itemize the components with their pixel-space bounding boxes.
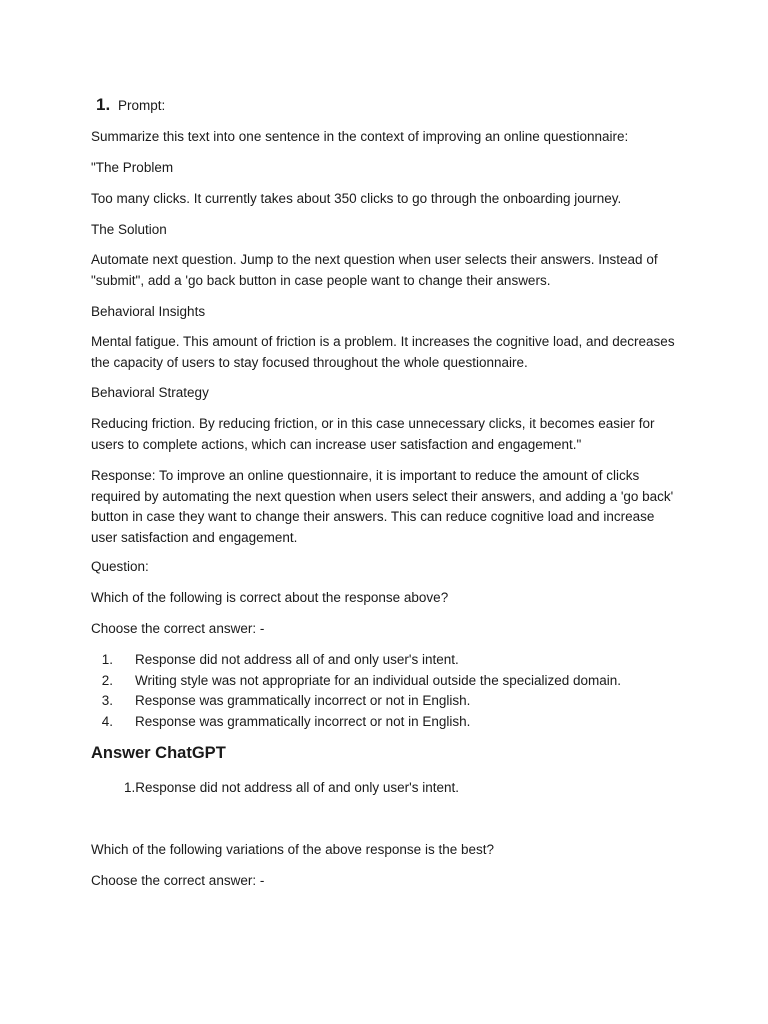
heading-label: Prompt: [118, 98, 166, 113]
solution-title: The Solution [91, 222, 167, 237]
option-text: Response was grammatically incorrect or not in English. [135, 713, 471, 729]
option-text: Response did not address all of and only user's intent. [135, 652, 459, 667]
question-label: Question: [91, 559, 149, 574]
answer-options-list [91, 650, 691, 732]
option-number: 4. [101, 713, 113, 729]
list-item [91, 691, 691, 712]
problem-body: Too many clicks. It currently takes about 350 clicks to go through the onboarding journey. [91, 191, 622, 206]
question-text: Which of the following is correct about the response above? [91, 590, 449, 605]
list-item [91, 671, 691, 692]
answer-text: 1.Response did not address all of and only user's intent. [124, 780, 460, 795]
prompt-heading [96, 95, 165, 115]
insights-title: Behavioral Insights [91, 304, 206, 319]
heading-number: 1. [96, 95, 111, 114]
choose-instruction: Choose the correct answer: - [91, 621, 265, 636]
insights-body: Mental fatigue. This amount of friction is a problem. It increases the cognitive load, and decreases the capacity of users to stay focused throughout the whole questionnaire. [91, 334, 675, 370]
strategy-title: Behavioral Strategy [91, 385, 209, 400]
solution-body: Automate next question. Jump to the next question when user selects their answers. Instead of "submit", add a 'go back button in case people want to change their answers. [91, 252, 658, 288]
option-text: Writing style was not appropriate for an individual outside the specialized domain. [135, 672, 622, 688]
strategy-body: Reducing friction. By reducing friction, or in this case unnecessary clicks, it becomes easier for users to complete actions, which can increase user satisfaction and engagement." [91, 416, 655, 452]
followup-choose: Choose the correct answer: - [91, 873, 265, 888]
instruction-text: Summarize this text into one sentence in the context of improving an online questionnaire: [91, 129, 629, 144]
option-number: 2. [101, 672, 113, 688]
list-item [91, 650, 691, 671]
option-text: Response was grammatically incorrect or not in English. [135, 693, 471, 708]
answer-section-title: Answer ChatGPT [91, 744, 226, 762]
option-number: 1. [101, 652, 113, 667]
followup-question: Which of the following variations of the above response is the best? [91, 842, 494, 857]
response-text: Response: To improve an online questionnaire, it is important to reduce the amount of clicks required by automating the next question when users select their answers, and adding a 'go back' button in case they want to change their answers. This can reduce cognitive load and increase user satisfaction and engagement. [91, 468, 674, 545]
option-number: 3. [101, 693, 113, 708]
problem-title: "The Problem [91, 160, 174, 175]
list-item [91, 712, 691, 733]
